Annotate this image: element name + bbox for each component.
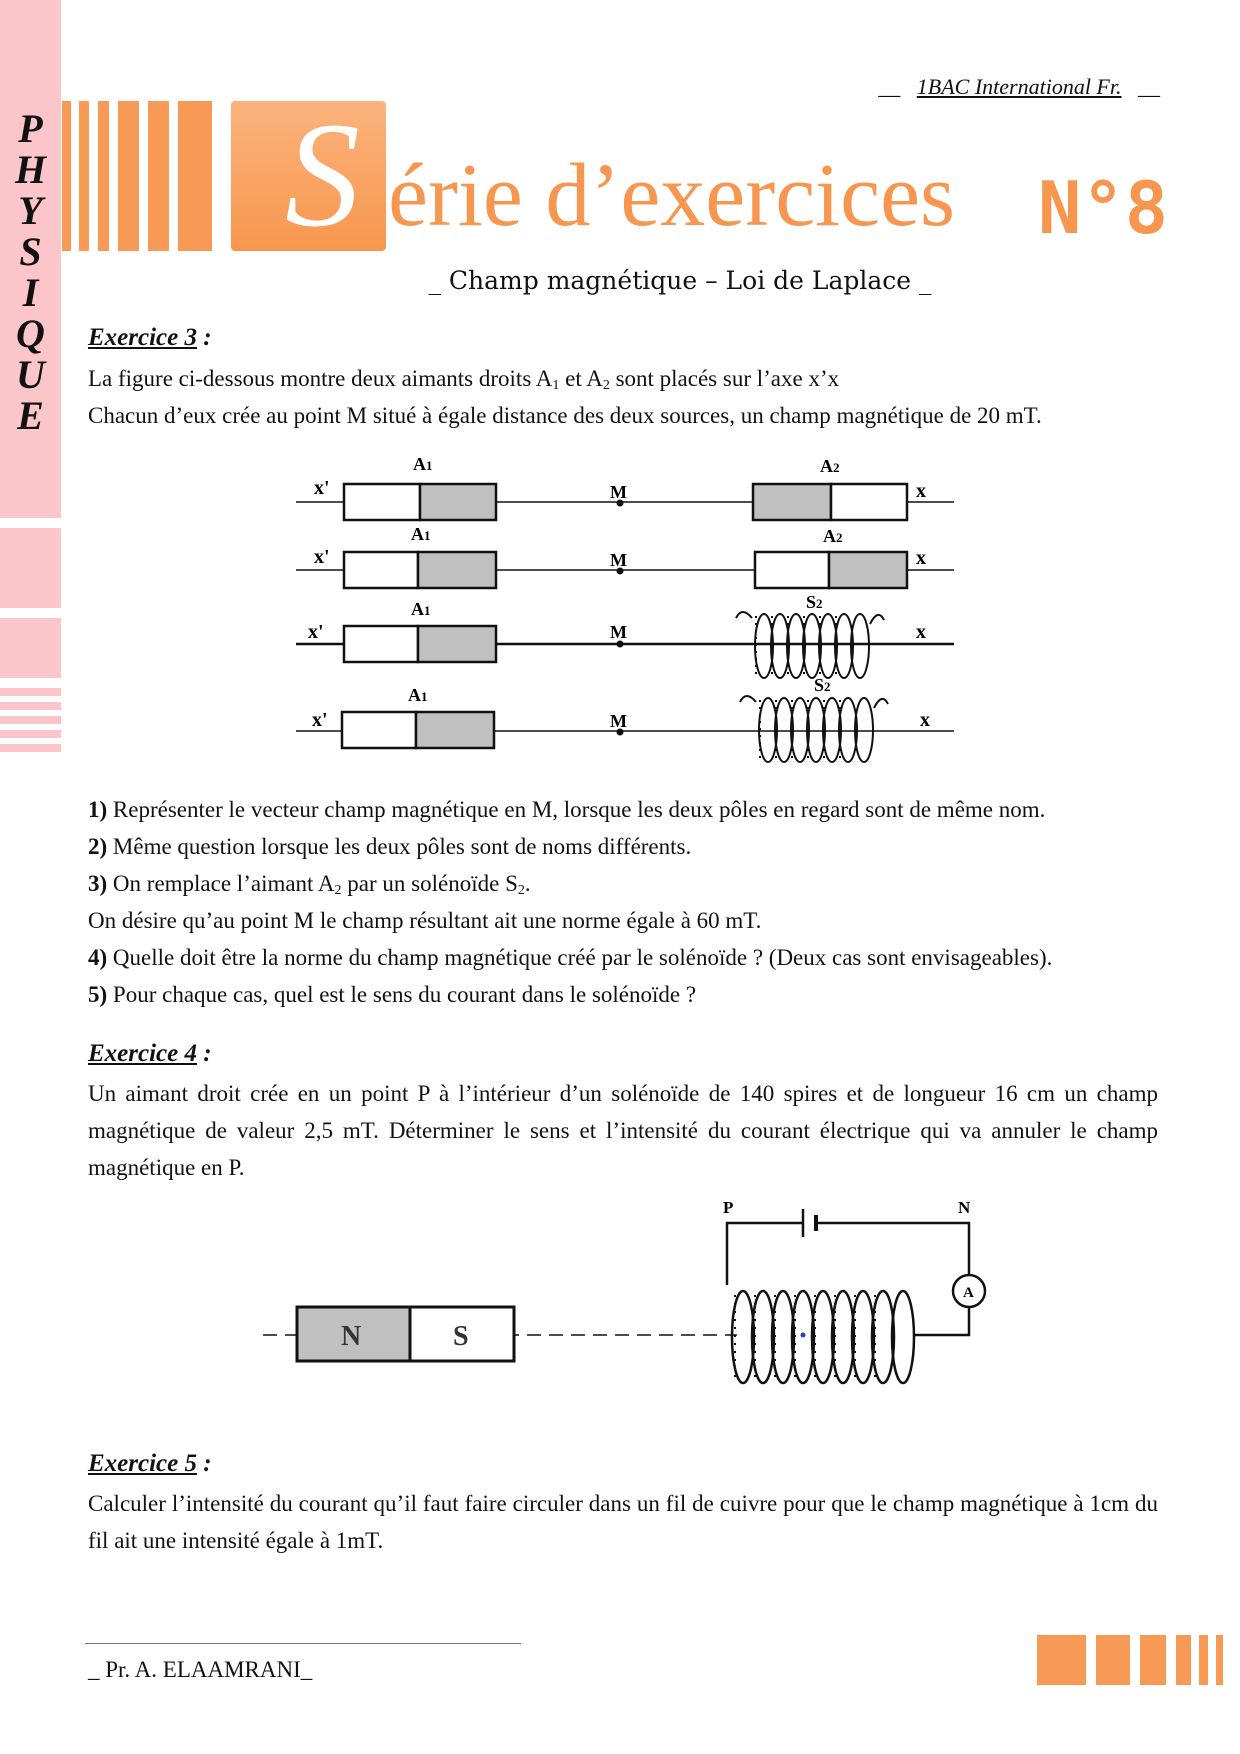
exercise-3-title xyxy=(88,324,212,352)
label-subscript: 1 xyxy=(424,528,431,543)
subscript: 2 xyxy=(334,883,342,898)
subject-letter: H xyxy=(14,147,47,192)
solenoid-s2 xyxy=(740,696,888,762)
header-separator: __ xyxy=(1138,74,1160,99)
title-stripe xyxy=(98,101,109,251)
label-m: M xyxy=(610,711,627,731)
label-letter: S xyxy=(814,675,825,695)
question-text: Même question lorsque les deux pôles sont de noms différents. xyxy=(107,834,692,859)
label-x: x xyxy=(916,621,926,643)
title-stripe xyxy=(178,101,212,251)
question-text: Quelle doit être la norme du champ magnétique créé par le solénoïde ? (Deux cas sont envisageables). xyxy=(107,945,1053,970)
sidebar-block xyxy=(0,618,61,678)
label-x-prime: x' xyxy=(312,709,328,731)
text-run: et A xyxy=(559,366,603,391)
question-text: On remplace l’aimant A xyxy=(107,871,335,896)
label-letter: A xyxy=(823,526,836,546)
subject-letter: S xyxy=(19,229,42,274)
magnet-a1-white xyxy=(344,484,420,520)
magnet-a1-white xyxy=(342,712,416,748)
sidebar-line xyxy=(0,716,61,724)
exercise-5-statement: Calculer l’intensité du courant qu’il faut faire circuler dans un fil de cuivre pour que le champ magnétique à 1cm du fil ait une intensité égale à 1mT. xyxy=(88,1491,1158,1553)
magnet-a1-gray xyxy=(418,626,496,662)
subject-letter: I xyxy=(22,270,39,315)
text-run: La figure ci-dessous montre deux aimants droits A xyxy=(88,366,553,391)
question-text: On désire qu’au point M le champ résultant ait une norme égale à 60 mT. xyxy=(88,908,762,933)
label-letter: A xyxy=(411,524,424,544)
question-3 xyxy=(88,865,1158,902)
sidebar-line xyxy=(0,730,61,738)
question-text: Pour chaque cas, quel est le sens du courant dans le solénoïde ? xyxy=(107,982,697,1007)
label-a1 xyxy=(413,454,433,474)
label-letter: A xyxy=(408,685,421,705)
page-subtitle: _ Champ magnétique – Loi de Laplace _ xyxy=(428,266,932,295)
label-subscript: 1 xyxy=(421,689,428,704)
exercise-title-text: Exercice 4 xyxy=(88,1040,197,1067)
label-letter: S xyxy=(806,592,817,612)
circuit xyxy=(727,1209,985,1335)
label-south: S xyxy=(453,1321,469,1352)
terminal-n: N xyxy=(958,1198,971,1217)
label-x-prime: x' xyxy=(308,621,324,643)
author: _ Pr. A. ELAAMRANI_ xyxy=(88,1657,313,1682)
label-subscript: 2 xyxy=(836,530,843,545)
footer-block xyxy=(1176,1635,1191,1685)
magnet-a1-gray xyxy=(416,712,494,748)
sidebar-line xyxy=(0,688,61,696)
ammeter-label: A xyxy=(963,1285,974,1301)
title-stripe xyxy=(79,101,89,251)
question-number: 1) xyxy=(88,797,108,822)
question-number: 5) xyxy=(88,982,108,1007)
label-subscript: 2 xyxy=(833,460,840,475)
magnet-a1-white xyxy=(344,552,418,588)
question-text: Représenter le vecteur champ magnétique en M, lorsque les deux pôles en regard sont de même nom. xyxy=(107,797,1046,822)
label-letter: A xyxy=(413,454,426,474)
header-separator: __ xyxy=(878,74,901,99)
label-subscript: 2 xyxy=(824,679,831,694)
magnet-a2-gray xyxy=(753,484,831,520)
exercise-3-intro-line2: Chacun d’eux crée au point M situé à égale distance des deux sources, un champ magnétique de 20 mT. xyxy=(88,403,1042,428)
point-p xyxy=(801,1333,806,1338)
label-m: M xyxy=(610,550,627,570)
question-5 xyxy=(88,976,1158,1013)
subject-letter: Y xyxy=(18,188,43,233)
title-stripe xyxy=(62,101,71,251)
label-m: M xyxy=(610,482,627,502)
subscript: 2 xyxy=(517,883,525,898)
exercise-4-figure xyxy=(255,1195,1015,1400)
question-1 xyxy=(88,791,1158,828)
label-letter: A xyxy=(411,599,424,619)
exercise-title-colon: : xyxy=(196,1450,212,1477)
level-label: 1BAC International Fr. xyxy=(916,74,1122,99)
label-a2 xyxy=(820,456,840,476)
series-number: N°8 xyxy=(1038,166,1169,250)
footer-block xyxy=(1037,1635,1086,1685)
label-subscript: 1 xyxy=(424,603,431,618)
label-subscript: 1 xyxy=(426,458,433,473)
question-text: par un solénoïde S xyxy=(341,871,518,896)
footer-block xyxy=(1096,1635,1130,1685)
subject-letter: U xyxy=(16,352,45,397)
sidebar-line xyxy=(0,744,61,752)
label-m: M xyxy=(610,622,627,642)
subscript: 2 xyxy=(602,378,610,393)
label-x: x xyxy=(920,709,930,731)
footer-block xyxy=(1216,1635,1223,1685)
footer-divider xyxy=(85,1643,521,1644)
label-a1 xyxy=(408,685,428,705)
exercise-title-text: Exercice 3 xyxy=(88,324,197,351)
question-2 xyxy=(88,828,1158,865)
subject-letter: P xyxy=(18,106,43,151)
label-s2 xyxy=(806,592,823,612)
label-x-prime: x' xyxy=(314,477,330,499)
exercise-4-statement: Un aimant droit crée en un point P à l’intérieur d’un solénoïde de 140 spires et de longueur 16 cm un champ magnétique de valeur 2,5 mT. Déterminer le sens et l’intensité du courant électrique qui va annuler le champ magnétique en P. xyxy=(88,1081,1158,1180)
sidebar-line xyxy=(0,702,61,710)
question-4 xyxy=(88,939,1158,976)
footer-block xyxy=(1199,1635,1208,1685)
question-number: 4) xyxy=(88,945,108,970)
exercise-title-colon: : xyxy=(196,1040,212,1067)
magnet-a1-white xyxy=(344,626,418,662)
magnet-a2-gray xyxy=(829,552,907,588)
subject-letter: E xyxy=(17,393,44,438)
question-3-note xyxy=(88,902,1158,939)
label-a1 xyxy=(411,599,431,619)
exercise-4-title xyxy=(88,1040,212,1068)
label-x: x xyxy=(916,547,926,569)
label-a2 xyxy=(823,526,843,546)
magnet-a1-gray xyxy=(418,552,496,588)
solenoid xyxy=(732,1291,914,1383)
question-text: . xyxy=(524,871,531,896)
magnet-a2-white xyxy=(831,484,907,520)
exercise-5-title xyxy=(88,1450,212,1478)
title-initial: S xyxy=(285,92,360,258)
sidebar-block xyxy=(0,528,61,608)
label-subscript: 2 xyxy=(816,596,823,611)
label-a1 xyxy=(411,524,431,544)
label-letter: A xyxy=(820,456,833,476)
subject-letter: Q xyxy=(16,311,45,356)
title-stripe xyxy=(148,101,169,251)
magnet-a1-gray xyxy=(420,484,496,520)
terminal-p: P xyxy=(723,1198,734,1217)
label-x-prime: x' xyxy=(314,546,330,568)
text-run: sont placés sur l’axe x’x xyxy=(609,366,840,391)
footer-block xyxy=(1140,1635,1166,1685)
exercise-3-intro-line1 xyxy=(88,360,1158,397)
page-title: érie d’exercices xyxy=(388,146,956,245)
question-number: 2) xyxy=(88,834,108,859)
title-stripe xyxy=(118,101,139,251)
question-number: 3) xyxy=(88,871,108,896)
exercise-title-text: Exercice 5 xyxy=(88,1450,197,1477)
label-north: N xyxy=(341,1321,362,1352)
subscript: 1 xyxy=(552,378,560,393)
exercise-title-colon: : xyxy=(196,324,212,351)
magnet-a2-white xyxy=(755,552,829,588)
class-level xyxy=(878,74,1160,100)
exercise-3-figure xyxy=(290,448,970,773)
label-x: x xyxy=(916,480,926,502)
